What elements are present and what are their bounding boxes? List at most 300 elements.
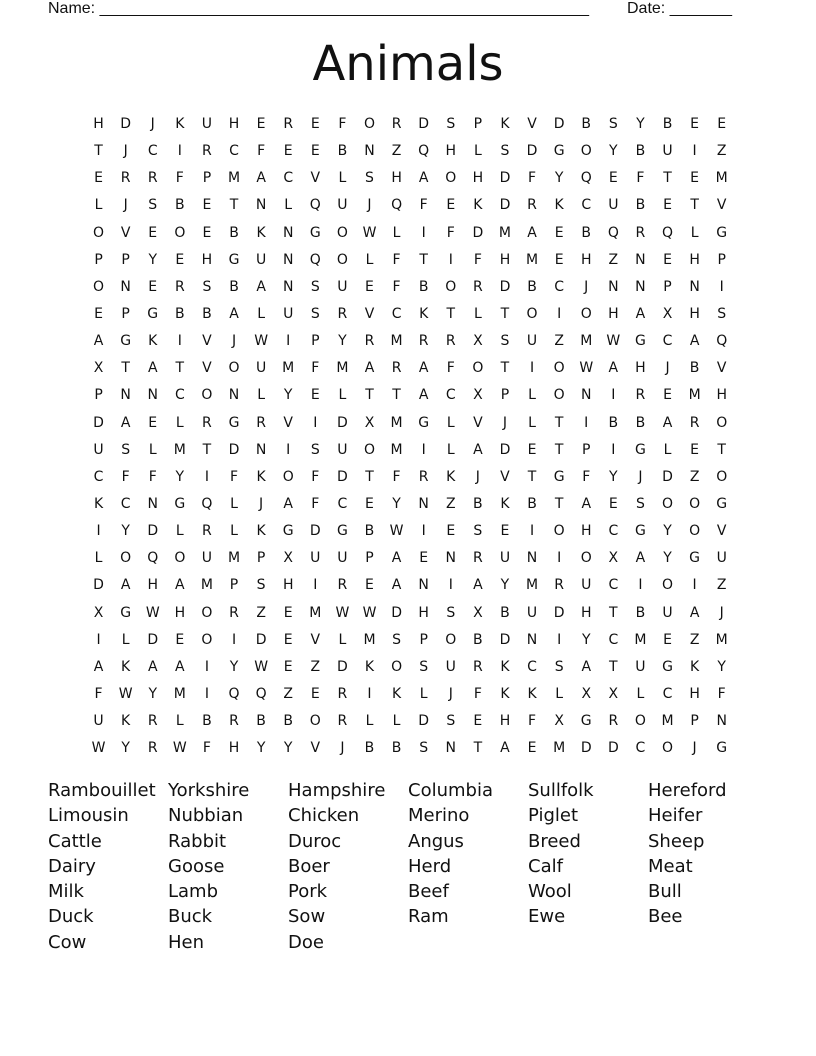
grid-letter[interactable]: Z [554,333,564,350]
grid-letter[interactable]: O [553,523,565,540]
name-field-label[interactable]: Name: _______________________________________________________ [48,0,589,17]
grid-letter[interactable]: O [445,631,457,648]
grid-letter[interactable]: Y [121,523,130,540]
grid-letter[interactable]: C [635,740,646,757]
grid-letter[interactable]: I [96,523,101,540]
grid-letter[interactable]: O [174,224,186,241]
grid-letter[interactable]: S [608,116,618,132]
grid-letter[interactable]: U [581,577,592,594]
grid-letter[interactable]: R [337,713,348,730]
grid-letter[interactable]: R [445,333,456,350]
grid-letter[interactable]: F [257,143,266,160]
grid-letter[interactable]: L [175,523,184,540]
grid-letter[interactable]: R [472,550,483,567]
grid-letter[interactable]: G [634,523,646,540]
grid-letter[interactable]: L [284,197,293,214]
grid-letter[interactable]: H [201,251,213,268]
grid-letter[interactable]: R [364,333,375,350]
grid-letter[interactable]: N [282,224,294,241]
grid-letter[interactable]: E [283,631,293,648]
grid-letter[interactable]: R [174,278,185,295]
grid-letter[interactable]: E [202,224,212,241]
grid-letter[interactable]: N [120,387,131,404]
grid-letter[interactable]: E [283,604,293,621]
grid-letter[interactable]: Q [716,333,728,350]
grid-letter[interactable]: M [336,360,349,377]
grid-letter[interactable]: U [337,278,348,295]
grid-letter[interactable]: U [337,441,348,458]
grid-letter[interactable]: U [337,550,348,567]
grid-letter[interactable]: P [365,550,374,567]
grid-letter[interactable]: N [526,550,538,567]
grid-letter[interactable]: Q [309,251,321,268]
grid-letter[interactable]: O [445,278,457,295]
grid-letter[interactable]: H [174,604,186,621]
grid-letter[interactable]: I [96,631,101,648]
grid-letter[interactable]: M [390,414,403,431]
grid-letter[interactable]: H [147,577,158,594]
grid-letter[interactable]: I [231,631,237,648]
grid-letter[interactable]: M [526,251,539,268]
grid-letter[interactable]: O [93,224,105,241]
grid-letter[interactable]: Z [689,468,700,485]
grid-letter[interactable]: O [716,468,728,485]
grid-letter[interactable]: Y [256,740,266,757]
grid-letter[interactable]: U [310,550,321,567]
grid-letter[interactable]: R [689,414,700,431]
grid-letter[interactable]: L [338,631,347,648]
grid-letter[interactable]: V [716,197,727,214]
grid-letter[interactable]: C [554,278,565,295]
grid-letter[interactable]: R [283,116,294,132]
grid-letter[interactable]: A [662,414,673,431]
grid-letter[interactable]: E [554,224,564,241]
grid-letter[interactable]: V [716,523,727,540]
grid-letter[interactable]: B [500,604,510,621]
grid-letter[interactable]: C [283,170,294,187]
grid-letter[interactable]: E [148,278,158,295]
grid-letter[interactable]: K [446,468,456,485]
grid-letter[interactable]: K [93,495,104,512]
grid-letter[interactable]: E [310,387,320,404]
grid-letter[interactable]: C [229,143,239,160]
grid-letter[interactable]: D [337,658,348,675]
grid-letter[interactable]: G [634,441,646,458]
grid-letter[interactable]: B [364,523,375,540]
grid-letter[interactable]: F [446,224,455,241]
grid-letter[interactable]: E [256,116,266,132]
grid-letter[interactable]: O [662,740,674,757]
grid-letter[interactable]: R [229,713,239,730]
grid-letter[interactable]: D [499,170,511,187]
grid-letter[interactable]: T [94,143,103,160]
grid-letter[interactable]: D [499,631,511,648]
grid-letter[interactable]: R [202,143,212,160]
grid-letter[interactable]: U [93,713,104,730]
grid-letter[interactable]: X [93,360,104,377]
grid-letter[interactable]: U [201,550,213,567]
grid-letter[interactable]: C [147,143,158,160]
grid-letter[interactable]: M [498,224,511,241]
grid-letter[interactable]: L [365,251,374,268]
grid-letter[interactable]: O [363,116,375,132]
grid-letter[interactable]: O [716,414,728,431]
grid-letter[interactable]: Y [636,116,645,132]
grid-letter[interactable]: I [719,278,724,295]
grid-letter[interactable]: K [500,495,510,512]
grid-letter[interactable]: L [257,305,266,322]
grid-letter[interactable]: C [608,631,619,648]
grid-letter[interactable]: O [445,170,457,187]
grid-letter[interactable]: M [390,441,403,458]
grid-letter[interactable]: O [553,387,565,404]
grid-letter[interactable]: L [148,441,157,458]
grid-letter[interactable]: K [391,685,402,702]
grid-letter[interactable]: Q [607,224,619,241]
grid-letter[interactable]: T [446,305,456,322]
grid-letter[interactable]: Y [609,143,618,160]
grid-letter[interactable]: H [580,604,592,621]
grid-letter[interactable]: I [557,305,562,322]
grid-letter[interactable]: L [175,414,184,431]
grid-letter[interactable]: A [175,577,185,594]
grid-letter[interactable]: F [311,495,320,512]
grid-letter[interactable]: F [582,468,591,485]
grid-letter[interactable]: Z [716,577,727,594]
grid-letter[interactable]: A [120,577,131,594]
grid-letter[interactable]: E [175,631,185,648]
grid-letter[interactable]: V [120,224,131,241]
grid-letter[interactable]: Y [121,740,130,757]
grid-letter[interactable]: J [692,740,697,757]
grid-letter[interactable]: V [202,333,212,350]
grid-letter[interactable]: D [553,116,565,132]
grid-letter[interactable]: K [175,116,185,132]
grid-letter[interactable]: D [309,523,321,540]
grid-letter[interactable]: B [229,224,239,241]
grid-letter[interactable]: N [418,577,429,594]
grid-letter[interactable]: U [255,360,267,377]
grid-letter[interactable]: Y [663,550,672,567]
grid-letter[interactable]: L [473,143,482,160]
grid-letter[interactable]: P [121,305,130,322]
grid-letter[interactable]: D [337,414,348,431]
grid-letter[interactable]: N [282,278,294,295]
grid-letter[interactable]: C [391,305,402,322]
grid-letter[interactable]: L [690,224,699,241]
grid-letter[interactable]: E [608,170,618,187]
grid-letter[interactable]: O [472,360,484,377]
grid-letter[interactable]: B [175,197,185,214]
grid-letter[interactable]: E [202,197,212,214]
grid-letter[interactable]: C [608,577,619,594]
grid-letter[interactable]: I [421,441,426,458]
grid-letter[interactable]: J [259,495,264,512]
grid-letter[interactable]: V [310,740,321,757]
grid-letter[interactable]: J [367,197,372,214]
grid-letter[interactable]: C [662,685,673,702]
grid-letter[interactable]: S [148,197,158,214]
grid-letter[interactable]: A [689,333,700,350]
grid-letter[interactable]: I [177,333,182,350]
grid-letter[interactable]: L [121,631,130,648]
grid-letter[interactable]: V [500,468,510,485]
grid-letter[interactable]: I [313,414,318,431]
grid-letter[interactable]: J [719,604,724,621]
grid-letter[interactable]: H [228,116,240,132]
grid-letter[interactable]: G [716,495,728,512]
grid-letter[interactable]: X [473,333,483,350]
grid-letter[interactable]: T [609,658,618,675]
grid-letter[interactable]: O [580,550,592,567]
grid-letter[interactable]: T [365,468,374,485]
grid-letter[interactable]: S [365,170,374,187]
grid-letter[interactable]: D [93,577,104,594]
grid-letter[interactable]: R [147,170,158,187]
grid-letter[interactable]: E [310,143,320,160]
grid-letter[interactable]: B [527,278,537,295]
grid-letter[interactable]: K [500,116,510,132]
grid-letter[interactable]: K [690,658,700,675]
grid-letter[interactable]: I [286,441,291,458]
grid-letter[interactable]: U [337,197,348,214]
grid-letter[interactable]: U [201,116,213,132]
grid-letter[interactable]: W [172,740,187,757]
grid-letter[interactable]: F [636,170,645,187]
grid-letter[interactable]: M [634,631,647,648]
grid-letter[interactable]: G [228,414,240,431]
grid-letter[interactable]: Y [175,468,185,485]
grid-letter[interactable]: P [663,278,672,295]
grid-letter[interactable]: E [283,143,293,160]
grid-letter[interactable]: P [94,251,103,268]
grid-letter[interactable]: N [147,387,158,404]
grid-letter[interactable]: N [255,441,267,458]
grid-letter[interactable]: J [150,116,155,132]
grid-letter[interactable]: A [147,360,158,377]
grid-letter[interactable]: F [446,360,455,377]
grid-letter[interactable]: F [528,170,537,187]
grid-letter[interactable]: O [336,251,348,268]
grid-letter[interactable]: W [254,658,269,675]
grid-letter[interactable]: Q [255,685,267,702]
grid-letter[interactable]: K [256,468,266,485]
grid-letter[interactable]: S [446,713,456,730]
grid-letter[interactable]: O [201,387,213,404]
grid-letter[interactable]: Z [256,604,266,621]
grid-letter[interactable]: I [421,224,426,241]
grid-letter[interactable]: K [419,305,429,322]
grid-letter[interactable]: O [201,631,213,648]
grid-letter[interactable]: G [580,713,592,730]
grid-letter[interactable]: R [418,333,429,350]
grid-letter[interactable]: L [338,387,347,404]
grid-letter[interactable]: B [418,278,429,295]
grid-letter[interactable]: S [310,278,320,295]
grid-letter[interactable]: K [256,224,266,241]
grid-letter[interactable]: I [611,441,616,458]
grid-letter[interactable]: O [309,713,321,730]
grid-letter[interactable]: O [93,278,105,295]
grid-letter[interactable]: V [202,360,212,377]
grid-letter[interactable]: E [527,740,537,757]
grid-letter[interactable]: P [94,387,103,404]
grid-letter[interactable]: F [175,170,184,187]
grid-letter[interactable]: T [392,387,401,404]
grid-letter[interactable]: T [229,197,239,214]
grid-letter[interactable]: G [282,523,294,540]
grid-letter[interactable]: A [256,278,266,295]
grid-letter[interactable]: P [229,577,239,594]
grid-letter[interactable]: E [310,685,320,702]
grid-letter[interactable]: S [446,604,456,621]
grid-letter[interactable]: T [554,414,564,431]
grid-letter[interactable]: D [580,740,592,757]
grid-letter[interactable]: G [553,468,565,485]
grid-letter[interactable]: L [365,713,374,730]
grid-letter[interactable]: Z [391,143,402,160]
grid-letter[interactable]: S [310,441,320,458]
grid-letter[interactable]: S [554,658,564,675]
grid-letter[interactable]: A [635,305,646,322]
grid-letter[interactable]: M [227,550,241,567]
grid-letter[interactable]: H [472,170,484,187]
grid-letter[interactable]: A [391,550,402,567]
grid-letter[interactable]: E [690,116,700,132]
grid-letter[interactable]: N [635,251,646,268]
grid-letter[interactable]: E [527,441,537,458]
grid-letter[interactable]: I [177,143,182,160]
grid-letter[interactable]: W [91,740,106,757]
grid-letter[interactable]: A [418,170,429,187]
grid-letter[interactable]: D [607,740,619,757]
grid-letter[interactable]: Q [201,495,213,512]
grid-letter[interactable]: L [230,495,238,512]
grid-letter[interactable]: Q [662,224,674,241]
grid-letter[interactable]: X [662,305,673,322]
grid-letter[interactable]: O [363,441,375,458]
grid-letter[interactable]: C [662,333,673,350]
grid-letter[interactable]: A [500,740,510,757]
grid-letter[interactable]: I [557,631,562,648]
grid-letter[interactable]: T [500,360,510,377]
grid-letter[interactable]: D [255,631,267,648]
grid-letter[interactable]: T [473,740,483,757]
grid-letter[interactable]: R [391,360,402,377]
grid-letter[interactable]: X [554,713,564,730]
grid-letter[interactable]: Y [338,333,347,350]
grid-letter[interactable]: A [93,333,104,350]
grid-letter[interactable]: Y [148,685,158,702]
grid-letter[interactable]: A [581,495,592,512]
grid-letter[interactable]: F [148,468,157,485]
grid-letter[interactable]: N [635,278,646,295]
grid-letter[interactable]: E [283,658,293,675]
grid-letter[interactable]: U [93,441,104,458]
grid-letter[interactable]: R [391,116,402,132]
grid-letter[interactable]: N [120,278,131,295]
grid-letter[interactable]: G [716,740,728,757]
grid-letter[interactable]: C [581,197,592,214]
grid-letter[interactable]: H [716,387,727,404]
grid-letter[interactable]: C [527,658,537,675]
grid-letter[interactable]: Y [609,468,618,485]
grid-letter[interactable]: P [500,387,510,404]
grid-letter[interactable]: P [202,170,212,187]
grid-letter[interactable]: X [473,387,483,404]
grid-letter[interactable]: L [528,387,536,404]
grid-letter[interactable]: I [529,523,535,540]
grid-letter[interactable]: O [120,550,132,567]
grid-letter[interactable]: I [692,577,697,594]
grid-letter[interactable]: B [229,278,239,295]
grid-letter[interactable]: H [445,143,457,160]
grid-letter[interactable]: A [473,577,483,594]
grid-letter[interactable]: D [662,468,673,485]
grid-letter[interactable]: E [663,387,672,404]
grid-letter[interactable]: D [553,604,565,621]
grid-letter[interactable]: S [500,333,510,350]
grid-letter[interactable]: R [337,685,348,702]
grid-letter[interactable]: A [175,658,185,675]
grid-letter[interactable]: F [528,713,537,730]
grid-letter[interactable]: E [500,523,510,540]
grid-letter[interactable]: Y [500,577,510,594]
grid-letter[interactable]: J [123,143,128,160]
grid-letter[interactable]: I [204,658,209,675]
grid-letter[interactable]: N [608,278,619,295]
grid-letter[interactable]: C [608,523,619,540]
grid-letter[interactable]: M [715,631,728,648]
grid-letter[interactable]: U [255,251,267,268]
grid-letter[interactable]: D [228,441,240,458]
grid-letter[interactable]: I [448,577,453,594]
grid-letter[interactable]: O [662,495,674,512]
grid-letter[interactable]: J [340,740,345,757]
grid-letter[interactable]: W [606,333,621,350]
grid-letter[interactable]: G [147,305,159,322]
grid-letter[interactable]: B [256,713,266,730]
grid-letter[interactable]: B [689,360,700,377]
grid-letter[interactable]: F [473,251,482,268]
grid-letter[interactable]: T [365,387,374,404]
grid-letter[interactable]: F [311,468,320,485]
grid-letter[interactable]: L [636,685,645,702]
grid-letter[interactable]: O [634,713,646,730]
grid-letter[interactable]: E [365,577,374,594]
grid-letter[interactable]: V [310,631,321,648]
grid-letter[interactable]: G [336,523,348,540]
grid-letter[interactable]: E [690,170,700,187]
grid-letter[interactable]: O [228,360,240,377]
grid-letter[interactable]: G [662,658,673,675]
grid-letter[interactable]: E [175,251,185,268]
grid-letter[interactable]: T [717,441,726,458]
grid-letter[interactable]: T [609,604,618,621]
grid-letter[interactable]: D [526,143,538,160]
grid-letter[interactable]: W [362,224,377,241]
grid-letter[interactable]: D [147,631,159,648]
grid-letter[interactable]: L [446,441,455,458]
grid-letter[interactable]: D [499,278,511,295]
grid-letter[interactable]: M [173,441,186,458]
grid-letter[interactable]: E [148,224,158,241]
grid-letter[interactable]: O [201,604,213,621]
grid-letter[interactable]: G [228,251,240,268]
grid-letter[interactable]: P [256,550,266,567]
grid-letter[interactable]: S [473,523,483,540]
grid-letter[interactable]: E [608,495,618,512]
